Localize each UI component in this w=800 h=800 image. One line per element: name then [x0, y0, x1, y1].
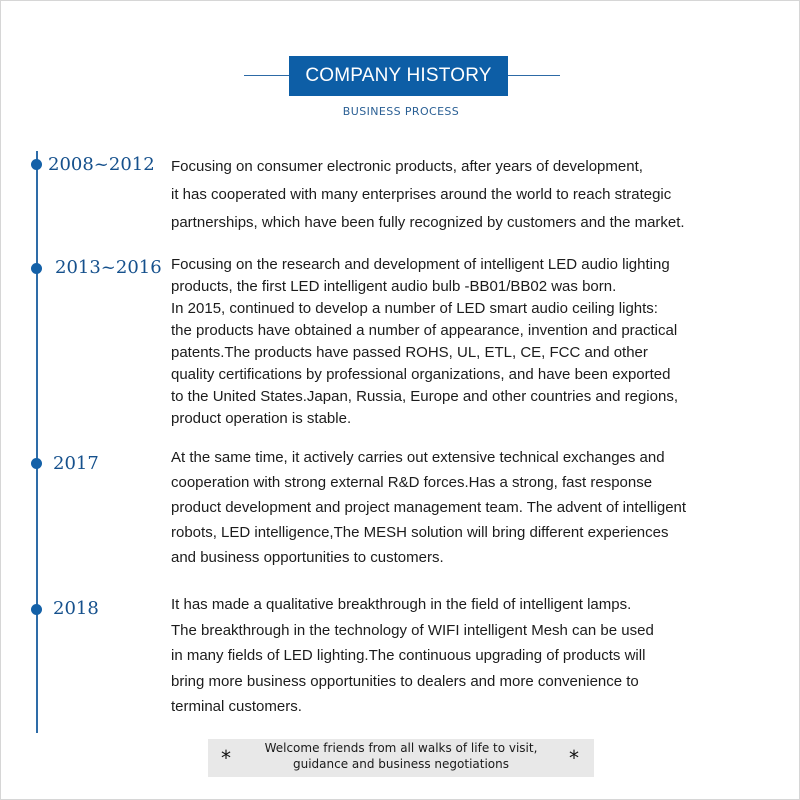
- timeline-description: Focusing on the research and development of intelligent LED audio lighting products, the first LED intelligent audio bulb -BB01/BB02 was born. In 2015, continued to develop a number of LED smart audio ceiling lights: the products have obtained a number of appearance, invention and practical patents.The products have passed ROHS, UL, ETL, CE, FCC and other quality certifications by professional organizations, and have been exported to the United States.Japan, Russia, Europe and other countries and regions, product operation is stable.: [171, 256, 678, 427]
- welcome-banner: [208, 739, 594, 777]
- page-title-text: COMPANY HISTORY: [305, 65, 492, 86]
- timeline-description: Focusing on consumer electronic products, after years of development, it has cooperated with many enterprises around the world to reach strategic partnerships, which have been fully recognized by customers and the market.: [171, 158, 685, 231]
- timeline-description: At the same time, it actively carries out extensive technical exchanges and cooperation with strong external R&D forces.Has a strong, fast response product development and project management team. The advent of intelligent robots, LED intelligence,The MESH solution will bring different experiences and business opportunities to customers.: [171, 449, 687, 566]
- timeline-year: 2017: [53, 453, 99, 474]
- timeline-dot: [31, 458, 42, 469]
- timeline-description: It has made a qualitative breakthrough in the field of intelligent lamps. The breakthrough in the technology of WIFI intelligent Mesh can be used in many fields of LED lighting.The continuous upgrading of products will bring more business opportunities to dealers and more convenience to terminal customers.: [171, 596, 654, 716]
- timeline-year: 2008~2012: [48, 154, 155, 175]
- timeline-year: 2018: [53, 598, 99, 619]
- star-icon: *: [221, 746, 231, 770]
- timeline-year: 2013~2016: [55, 257, 162, 278]
- title-rule-right: [508, 75, 560, 76]
- timeline-dot: [31, 604, 42, 615]
- page-subtitle: BUSINESS PROCESS: [342, 105, 460, 118]
- welcome-text: Welcome friends from all walks of life to visit, guidance and business negotiations: [264, 741, 538, 771]
- timeline-dot: [31, 263, 42, 274]
- title-rule-left: [244, 75, 289, 76]
- star-icon: *: [569, 746, 579, 770]
- page-title: [289, 56, 508, 96]
- timeline-line: [36, 151, 38, 733]
- timeline-dot: [31, 159, 42, 170]
